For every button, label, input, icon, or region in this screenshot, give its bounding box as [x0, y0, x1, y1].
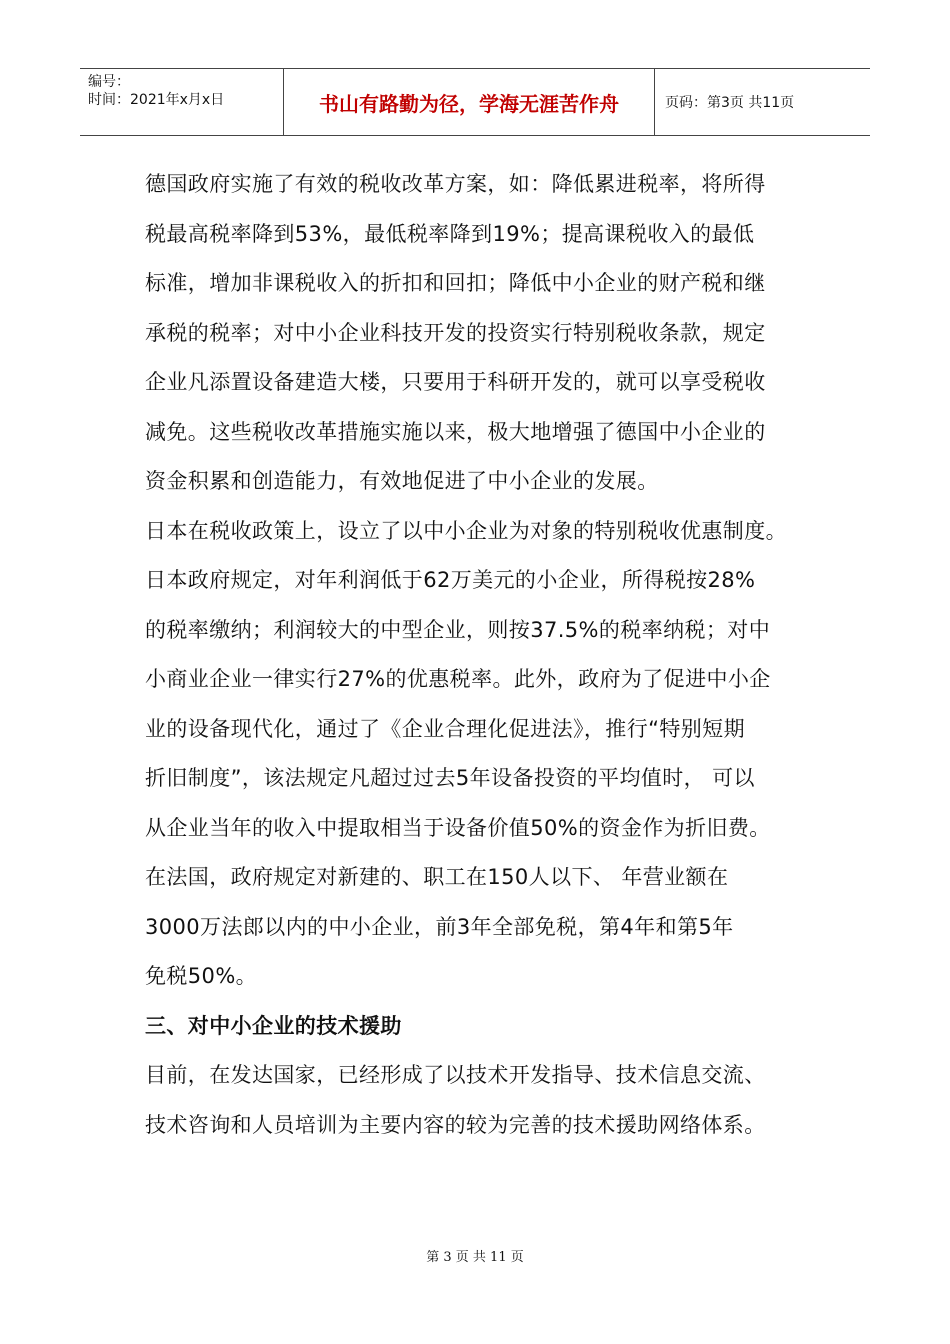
document-number-label: 编号：: [88, 74, 130, 90]
document-body: [145, 160, 815, 1150]
body-line: 技术咨询和人员培训为主要内容的较为完善的技术援助网络体系。: [145, 1112, 766, 1137]
body-line: 业的设备现代化，通过了《企业合理化促进法》，推行“特别短期: [145, 716, 745, 741]
body-line: 日本在税收政策上，设立了以中小企业为对象的特别税收优惠制度。: [145, 518, 787, 543]
body-line: 折旧制度”，该法规定凡超过过去5年设备投资的平均值时， 可以: [145, 766, 755, 790]
body-line: 税最高税率降到53%，最低税率降到19%；提高课税收入的最低: [145, 221, 755, 246]
body-line: 的税率缴纳；利润较大的中型企业，则按37.5%的税率纳税；对中: [145, 617, 771, 642]
body-line: 3000万法郎以内的中小企业，前3年全部免税，第4年和第5年: [145, 914, 734, 939]
header-motto: 书山有路勤为径，学海无涯苦作舟: [283, 69, 655, 135]
body-line: 德国政府实施了有效的税收改革方案，如：降低累进税率，将所得: [145, 172, 766, 196]
body-line: 目前，在发达国家，已经形成了以技术开发指导、技术信息交流、: [145, 1063, 766, 1087]
header-page-info: 页码：第3页 共11页: [665, 95, 795, 111]
body-line: 从企业当年的收入中提取相当于设备价值50%的资金作为折旧费。: [145, 815, 771, 840]
header-meta: [80, 69, 283, 135]
body-line: 小商业企业一律实行27%的优惠税率。此外，政府为了促进中小企: [145, 667, 771, 691]
page-footer: 第 3 页 共 11 页: [426, 1250, 524, 1265]
body-line: 企业凡添置设备建造大楼，只要用于科研开发的，就可以享受税收: [145, 370, 766, 394]
body-line: 标准，增加非课税收入的折扣和回扣；降低中小企业的财产税和继: [145, 271, 766, 295]
body-line: 承税的税率；对中小企业科技开发的投资实行特别税收条款，规定: [145, 320, 766, 345]
document-date: 时间：2021年x月x日: [88, 92, 225, 108]
section-heading: 三、对中小企业的技术援助: [145, 1013, 402, 1038]
body-line: 日本政府规定，对年利润低于62万美元的小企业，所得税按28%: [145, 568, 756, 592]
body-line: 减免。这些税收改革措施实施以来，极大地增强了德国中小企业的: [145, 419, 766, 444]
page-header: [80, 68, 870, 136]
body-line: 免税50%。: [145, 964, 258, 988]
body-line: 资金积累和创造能力，有效地促进了中小企业的发展。: [145, 469, 659, 493]
body-line: 在法国，政府规定对新建的、职工在150人以下、 年营业额在: [145, 865, 729, 889]
